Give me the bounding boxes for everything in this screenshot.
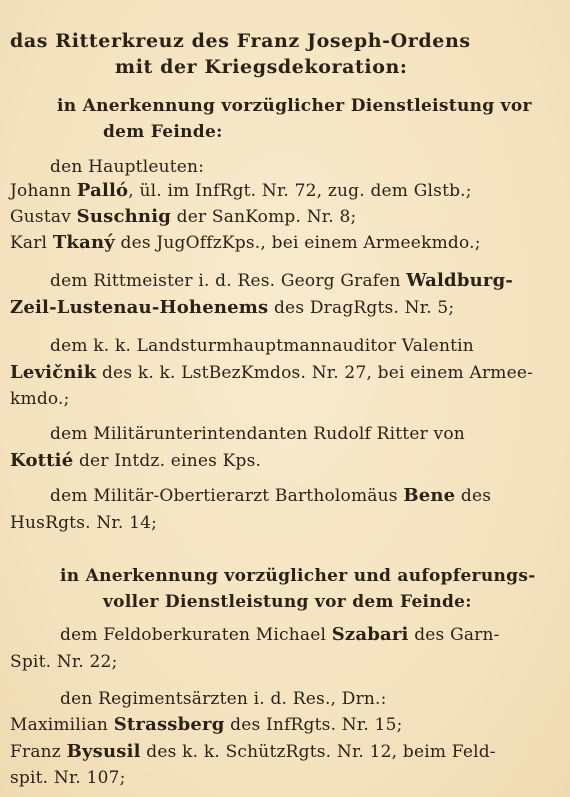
name-bene: Bene (403, 485, 456, 506)
hauptleute-label: den Hauptleuten: (50, 157, 205, 177)
entry-szabari-line-1: dem Feldoberkuraten Michael Szabari des Garn- (60, 624, 500, 645)
entry-tkany: Karl Tkaný des JugOffzKps., bei einem Armeekmdo.; (10, 232, 481, 253)
title-line-2: mit der Kriegsdekoration: (115, 56, 408, 78)
entry-bysusil-line-1: Franz Bysusil des k. k. SchützRgts. Nr. 12, beim Feld- (10, 741, 496, 762)
entry-strassberg: Maximilian Strassberg des InfRgts. Nr. 15; (10, 714, 403, 735)
name-szabari: Szabari (331, 624, 409, 645)
entry-szabari-line-2: Spit. Nr. 22; (10, 652, 118, 672)
name-zeil-lustenau-hohenems: Zeil-Lustenau-Hohenems (10, 297, 269, 318)
section1-intro-line-1: in Anerkennung vorzüglicher Dienstleistung vor (57, 96, 532, 116)
entry-suschnig: Gustav Suschnig der SanKomp. Nr. 8; (10, 206, 357, 227)
name-pallo: Palló (76, 180, 129, 201)
entry-levicnik-line-3: kmdo.; (10, 389, 70, 409)
entry-bysusil-line-2: spit. Nr. 107; (10, 768, 126, 788)
name-waldburg: Waldburg- (406, 270, 514, 291)
entry-waldburg-line-2: Zeil-Lustenau-Hohenems des DragRgts. Nr. 5; (10, 297, 455, 318)
name-suschnig: Suschnig (76, 206, 172, 227)
section1-intro-line-2: dem Feinde: (103, 122, 223, 142)
entry-levicnik-line-2: Levičnik des k. k. LstBezKmdos. Nr. 27, bei einem Armee- (10, 362, 534, 383)
entry-levicnik-line-1: dem k. k. Landsturmhauptmannauditor Valentin (50, 336, 474, 356)
entry-kottie-line-2: Kottié der Intdz. eines Kps. (10, 450, 262, 471)
section2-intro-line-2: voller Dienstleistung vor dem Feinde: (103, 592, 472, 612)
entry-kottie-line-1: dem Militärunterintendanten Rudolf Ritter von (50, 424, 465, 444)
aerzte-label: den Regimentsärzten i. d. Res., Drn.: (60, 689, 387, 709)
entry-bene-line-2: HusRgts. Nr. 14; (10, 513, 158, 533)
entry-pallo: Johann Palló, ül. im InfRgt. Nr. 72, zug. dem Glstb.; (10, 180, 472, 201)
name-levicnik: Levičnik (10, 362, 97, 383)
section2-intro-line-1: in Anerkennung vorzüglicher und aufopferungs- (60, 566, 536, 586)
name-tkany: Tkaný (52, 232, 115, 253)
entry-waldburg-line-1: dem Rittmeister i. d. Res. Georg Grafen Waldburg- (50, 270, 514, 291)
name-bysusil: Bysusil (66, 741, 141, 762)
name-kottie: Kottié (10, 450, 74, 471)
entry-bene-line-1: dem Militär-Obertierarzt Bartholomäus Bene des (50, 485, 492, 506)
title-line-1: das Ritterkreuz des Franz Joseph-Ordens (10, 30, 471, 52)
name-strassberg: Strassberg (113, 714, 225, 735)
